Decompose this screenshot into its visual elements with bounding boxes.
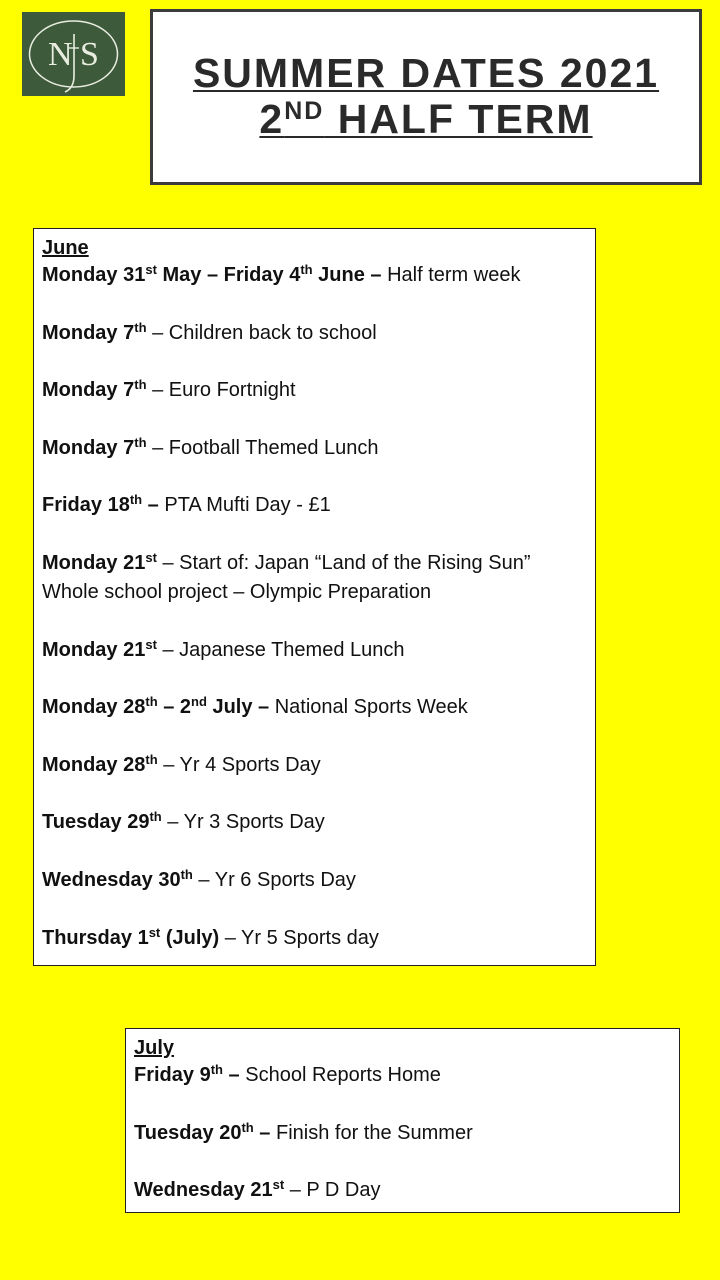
entry-date-suffix: th	[300, 262, 313, 277]
date-entry	[42, 491, 587, 520]
entry-date: Monday 7	[42, 379, 135, 402]
june-panel	[33, 228, 596, 966]
date-entry	[42, 636, 587, 665]
entry-description: – Start of: Japan “Land of the Rising Sun”	[156, 551, 531, 574]
entry-description: PTA Mufti Day - £1	[158, 494, 331, 517]
entry-description: – Euro Fortnight	[146, 379, 296, 402]
entry-date: –	[253, 1121, 271, 1144]
entry-description: – Japanese Themed Lunch	[156, 638, 405, 661]
date-entry	[42, 549, 587, 607]
entry-date-suffix: nd	[191, 694, 207, 710]
entry-date: Friday 9	[134, 1064, 211, 1086]
date-entry	[134, 1061, 671, 1090]
entry-date-suffix: st	[145, 636, 157, 652]
entry-date-suffix: th	[134, 434, 147, 450]
entry-date-suffix: th	[134, 377, 147, 393]
entry-date-suffix: st	[148, 924, 161, 940]
entry-date-suffix: th	[134, 319, 147, 335]
entry-description: School Reports Home	[239, 1064, 441, 1086]
entry-description: – Yr 5 Sports day	[219, 926, 379, 949]
entry-description: – Yr 4 Sports Day	[157, 753, 321, 776]
entry-date: Tuesday 20	[134, 1121, 242, 1144]
entry-description: Whole school project – Olympic Preparation	[42, 580, 432, 603]
entry-date: Wednesday 21	[134, 1179, 273, 1201]
date-entry	[42, 319, 587, 348]
entry-date: May – Friday 4	[156, 264, 301, 286]
school-logo	[22, 12, 125, 96]
entry-description: – Football Themed Lunch	[146, 436, 379, 459]
entry-description: – Yr 3 Sports Day	[161, 811, 325, 834]
entry-date-suffix: st	[145, 262, 157, 277]
entry-date-suffix: th	[145, 751, 158, 767]
july-panel	[125, 1028, 680, 1213]
entry-date: Monday 7	[42, 436, 135, 459]
entry-date: July –	[206, 696, 270, 719]
entry-description: – Children back to school	[146, 321, 377, 344]
entry-date: – 2	[157, 696, 191, 719]
entry-date: –	[142, 494, 159, 517]
date-entry	[42, 866, 587, 895]
month-heading-july: July	[134, 1037, 175, 1059]
title-box	[150, 9, 702, 185]
entry-date-suffix: th	[241, 1119, 254, 1135]
entry-description: – Yr 6 Sports Day	[192, 868, 356, 891]
entry-date: June –	[312, 264, 382, 286]
entry-date-suffix: st	[272, 1177, 285, 1192]
entry-date: Monday 28	[42, 753, 146, 776]
july-entries	[134, 1061, 671, 1205]
date-entry	[134, 1176, 671, 1205]
entry-date: Tuesday 29	[42, 811, 150, 834]
entry-date: Monday 31	[42, 264, 146, 286]
page-title	[153, 50, 699, 142]
title-line-1: SUMMER DATES 2021	[192, 50, 660, 96]
title-line-2: 2ND HALF TERM	[259, 96, 593, 142]
entry-date: Thursday 1	[42, 926, 149, 949]
entry-description: – P D Day	[284, 1179, 381, 1201]
date-entry	[42, 261, 587, 290]
entry-date-suffix: th	[149, 809, 162, 825]
entry-description: Half term week	[381, 264, 521, 286]
entry-date: Monday 7	[42, 321, 135, 344]
date-entry	[42, 924, 587, 953]
month-heading-june: June	[42, 237, 89, 259]
entry-date-suffix: st	[145, 549, 157, 565]
svg-text:N: N	[48, 36, 73, 73]
entry-date-suffix: th	[210, 1062, 223, 1077]
entry-date: –	[222, 1064, 240, 1086]
date-entry	[42, 808, 587, 837]
date-entry	[42, 434, 587, 463]
date-entry	[42, 693, 587, 722]
entry-date: (July)	[160, 926, 220, 949]
entry-description: Finish for the Summer	[270, 1121, 473, 1144]
date-entry	[42, 376, 587, 405]
entry-date: Monday 21	[42, 551, 146, 574]
entry-date: Monday 28	[42, 696, 146, 719]
entry-description: National Sports Week	[269, 696, 468, 719]
date-entry	[134, 1119, 671, 1148]
svg-text:S: S	[80, 36, 99, 73]
june-entries	[42, 261, 587, 953]
entry-date-suffix: th	[180, 866, 193, 882]
date-entry	[42, 751, 587, 780]
entry-date: Friday 18	[42, 494, 130, 517]
entry-date: Monday 21	[42, 638, 146, 661]
entry-date-suffix: th	[129, 492, 143, 508]
entry-date: Wednesday 30	[42, 868, 181, 891]
entry-date-suffix: th	[145, 694, 158, 710]
